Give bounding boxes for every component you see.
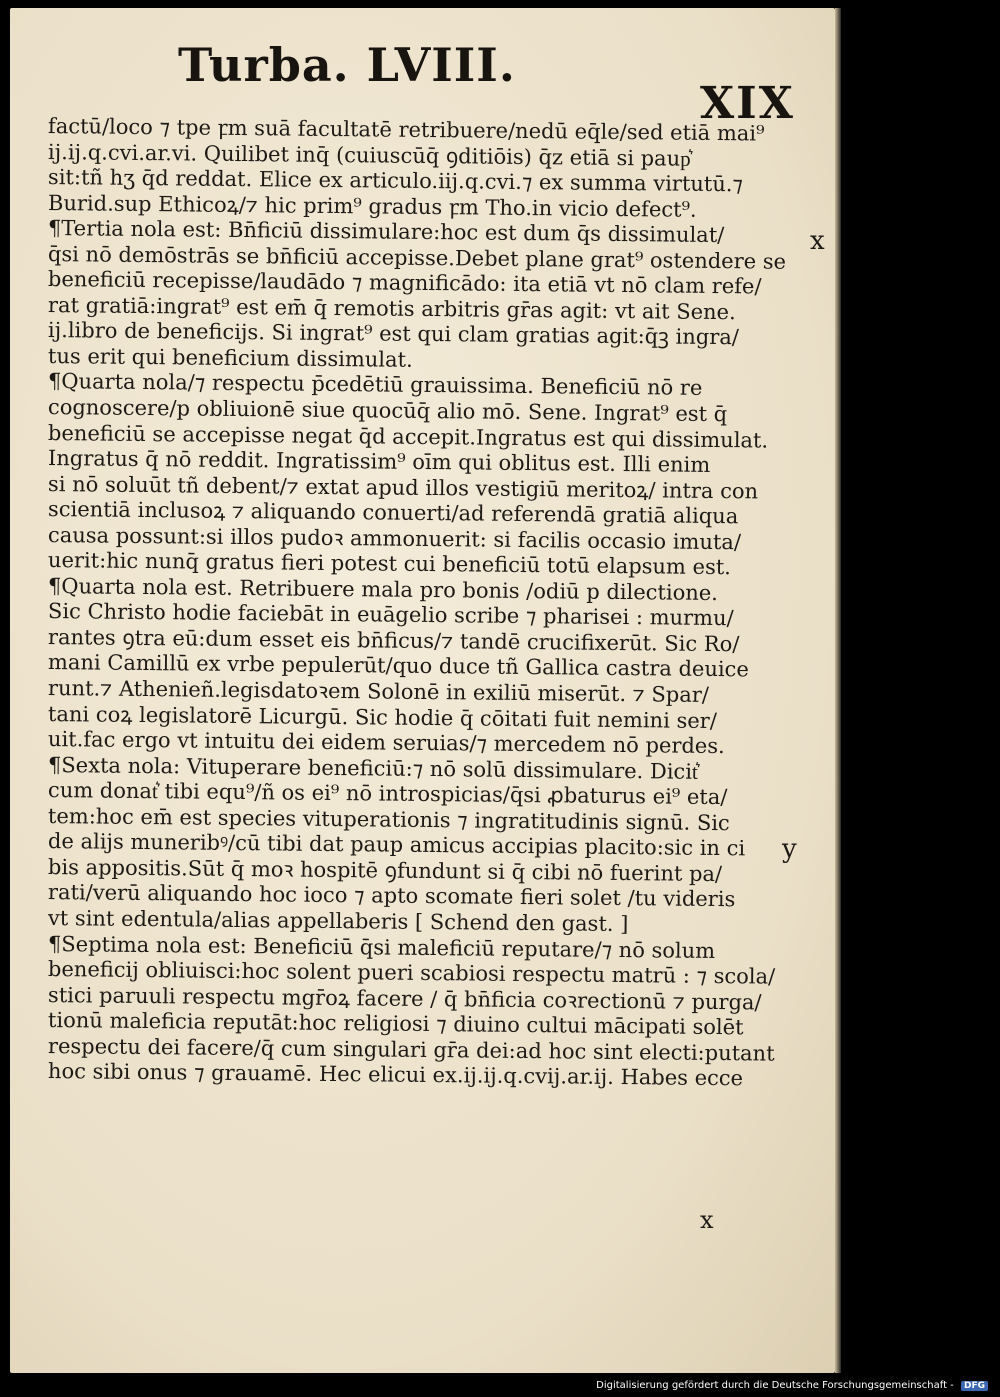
text-line: ¶Tertia nola est: Bn̄ficiū dissimulare:hoc est dum q̄s dissimulat/ (47, 216, 725, 248)
text-line: rantes ꝯtra eū:dum esset eis bn̄ficus/⁊ tandē crucifixerūt. Sic Ro/ (47, 624, 740, 657)
footer-credit: Digitalisierung gefördert durch die Deutsche Forschungsgemeinschaft - (596, 1380, 954, 1391)
text-line: rat gratiā:ingrat⁹ est em̄ q̄ remotis arbitris gr̄as agit: vt ait Sene. (47, 292, 736, 325)
text-line: de alijs muneribꝰ/cū tibi dat paup amicus accipias placito:sic in ci (47, 829, 746, 861)
margin-note-y: y (782, 834, 797, 864)
text-line: ¶Quarta nola/⁊ respectu p̄cedētiū grauissima. Beneficiū nō re (47, 369, 703, 401)
dfg-logo: DFG (961, 1381, 988, 1391)
text-line: ¶Quarta nola est. Retribuere mala pro bonis /odiū p dilectione. (47, 573, 719, 605)
text-line: uerit:hic nunq̄ gratus fieri potest cui beneficiū totū elapsum est. (47, 548, 732, 580)
text-line: beneficij obliuisci:hoc solent pueri scabiosi respectu matrū : ⁊ scola/ (47, 957, 776, 989)
page-edge (835, 8, 841, 1373)
text-line: ij.ij.q.cvi.ar.vi. Quilibet inq̄ (cuiuscūq̄ ꝯditiōis) q̄z etiā si paup͛ (47, 139, 691, 171)
text-line: tani coꝝ legislatorē Licurgū. Sic hodie q̄ cōitati fuit nemini ser/ (47, 701, 717, 733)
text-line: respectu dei facere/q̄ cum singulari gr̄a dei:ad hoc sint electi:putant (47, 1033, 775, 1066)
text-line: stici paruuli respectu mgr̄oꝝ facere / q̄ bn̄ficia coꝛrectionū ⁊ purga/ (47, 982, 762, 1015)
text-line: uit.fac ergo vt intuitu dei eidem seruias/⁊ mercedem nō perdes. (47, 727, 725, 759)
text-line: tem:hoc em̄ est species vituperationis ⁊ ingratitudinis signū. Sic (47, 803, 730, 835)
running-title: Turba. LVIII. (178, 38, 516, 92)
margin-note-x: x (810, 226, 825, 256)
text-line: cum donat͛ tibi equ⁹/ñ os ei⁹ nō introspicias/q̄si ꝓbaturus ei⁹ eta/ (47, 778, 728, 810)
text-line: scientiā inclusoꝝ ⁊ aliquando conuerti/ad referendā gratiā aliqua (47, 497, 739, 529)
body-text-block (47, 114, 788, 1091)
text-line: si nō soluūt tñ debent/⁊ extat apud illos vestigiū meritoꝝ/ intra con (47, 471, 759, 504)
catchword: x (700, 1206, 714, 1234)
text-line: Burid.sup Ethicoꝝ/⁊ hic prim⁹ gradus ꝼm Tho.in vicio defect⁹. (47, 190, 697, 222)
text-line: rati/verū aliquando hoc ioco ⁊ apto scomate fieri solet /tu videris (47, 880, 736, 912)
text-line: tionū maleficia reputāt:hoc religiosi ⁊ diuino cultui mācipati solēt (47, 1008, 744, 1040)
text-line: cognoscere/p obliuionē siue quocūq̄ alio mō. Sene. Ingrat⁹ est q̄ (47, 395, 728, 427)
folio-number: XIX (700, 78, 795, 129)
text-line: mani Camillū ex vrbe pepulerūt/quo duce tñ Gallica castra deuice (47, 650, 749, 682)
text-line: factū/loco ⁊ tpe ꝼm suā facultatē retribuere/nedū eq̄le/sed etiā mai⁹ (47, 114, 765, 146)
text-line: beneficiū recepisse/laudādo ⁊ magnificādo: ita etiā vt nō clam refe/ (47, 267, 762, 299)
text-line: vt sint edentula/alias appellaberis [ Schend den gast. ] (47, 905, 629, 937)
text-line: Sic Christo hodie faciebāt in euāgelio scribe ⁊ pharisei : murmu/ (47, 599, 734, 631)
text-line: ij.libro de beneficijs. Si ingrat⁹ est qui clam gratias agit:q̄ꝫ ingra/ (47, 318, 740, 350)
text-line: ¶Sexta nola: Vituperare beneficiū:⁊ nō solū dissimulare. Dicit͛ (47, 752, 698, 784)
book-page (10, 8, 835, 1373)
text-line: beneficiū se accepisse negat q̄d accepit.Ingratus est qui dissimulat. (47, 420, 769, 453)
text-line: bis appositis.Sūt q̄ moꝛ hospitē ꝯfundunt si q̄ cibi nō fuerint pa/ (47, 854, 723, 886)
text-line: q̄si nō demōstrās se bn̄ficiū accepisse.Debet plane grat⁹ ostendere se (47, 241, 787, 274)
text-line: Ingratus q̄ nō reddit. Ingratissim⁹ oīm qui oblitus est. Illi enim (47, 446, 711, 478)
text-line: ¶Septima nola est: Beneficiū q̄si maleficiū reputare/⁊ nō solum (47, 931, 716, 963)
digitization-footer (596, 1380, 988, 1391)
text-line: sit:tñ hʒ q̄d reddat. Elice ex articulo.iij.q.cvi.⁊ ex summa virtutū.⁊ (47, 165, 744, 197)
text-line: causa possunt:si illos pudoꝛ ammonuerit: si facilis occasio imuta/ (47, 522, 742, 555)
text-line: runt.⁊ Athenieñ.legisdatoꝛem Solonē in exiliū miserūt. ⁊ Spar/ (47, 676, 710, 707)
text-line: hoc sibi onus ⁊ grauamē. Hec elicui ex.ij.ij.q.cvij.ar.ij. Habes ecce (47, 1059, 744, 1091)
text-line: tus erit qui beneficium dissimulat. (47, 343, 413, 372)
